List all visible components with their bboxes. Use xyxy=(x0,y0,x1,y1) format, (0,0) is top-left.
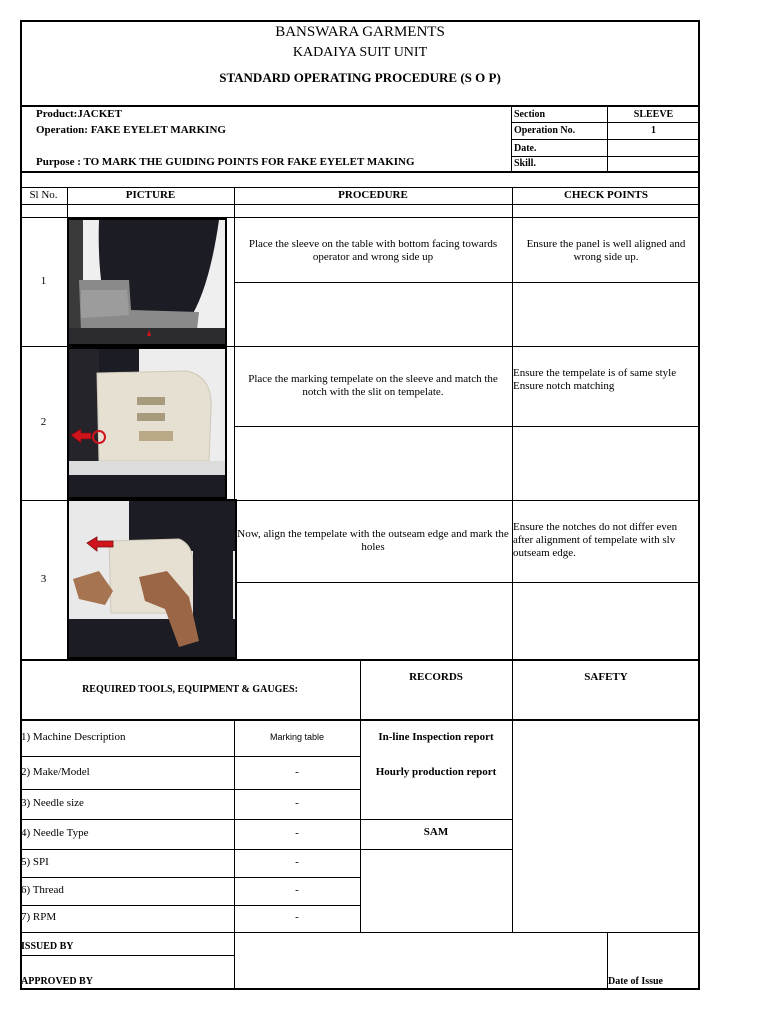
divider xyxy=(512,187,513,660)
step-number: 2 xyxy=(40,416,47,428)
divider xyxy=(360,819,512,820)
step-2-photo xyxy=(67,347,227,499)
column-header-check-points: CHECK POINTS xyxy=(563,189,649,201)
tool-value: Marking table xyxy=(269,732,325,742)
step-3-check: Ensure the notches do not differ even after alignment of tempelate with slv outseam edge. xyxy=(513,521,678,559)
operation-no-label: Operation No. xyxy=(514,125,576,136)
divider xyxy=(20,849,360,850)
approved-by-label: APPROVED BY xyxy=(21,976,93,987)
tool-value: - xyxy=(295,766,299,778)
product-label: Product:JACKET xyxy=(36,108,122,120)
tool-label: 4) Needle Type xyxy=(21,827,89,839)
operation-label: Operation: FAKE EYELET MARKING xyxy=(36,124,226,136)
column-header-sl-no: Sl No. xyxy=(29,189,58,201)
column-header-picture: PICTURE xyxy=(125,189,176,201)
section-value: SLEEVE xyxy=(633,109,674,120)
divider xyxy=(20,955,234,956)
tool-label: 2) Make/Model xyxy=(21,766,90,778)
operation-no-value: 1 xyxy=(651,125,656,136)
section-label: Section xyxy=(514,109,546,120)
step-number: 1 xyxy=(40,275,47,287)
step-number: 3 xyxy=(40,573,47,585)
tool-value: - xyxy=(295,911,299,923)
divider xyxy=(20,789,360,790)
company-name: BANSWARA GARMENTS xyxy=(275,24,445,40)
tool-value: - xyxy=(295,856,299,868)
record-hourly-production: Hourly production report xyxy=(375,766,497,778)
date-of-issue-label: Date of Issue xyxy=(608,976,663,987)
divider xyxy=(20,905,360,906)
step-2-procedure: Place the marking tempelate on the sleeve and match the notch with the slit on tempelate. xyxy=(248,373,498,398)
skill-label: Skill. xyxy=(514,158,536,169)
sam-label: SAM xyxy=(423,826,449,838)
divider xyxy=(20,204,700,205)
divider xyxy=(234,582,700,583)
divider xyxy=(20,877,360,878)
records-title: RECORDS xyxy=(409,671,463,683)
step-2-check: Ensure the tempelate is of same style Ensure notch matching xyxy=(513,367,677,392)
divider xyxy=(511,156,699,157)
step-1-check: Ensure the panel is well aligned and wrong side up. xyxy=(526,238,686,263)
tool-value: - xyxy=(295,884,299,896)
step-1-photo xyxy=(67,218,227,346)
divider xyxy=(234,720,235,990)
step-3-procedure: Now, align the tempelate with the outseam edge and mark the holes xyxy=(237,528,509,553)
step-2-photo-image xyxy=(69,349,227,499)
issued-by-label: ISSUED BY xyxy=(21,941,74,952)
record-inline-inspection: In-line Inspection report xyxy=(378,731,494,743)
tool-label: 6) Thread xyxy=(21,884,64,896)
divider xyxy=(360,660,361,932)
unit-name: KADAIYA SUIT UNIT xyxy=(292,45,428,60)
date-label: Date. xyxy=(514,143,537,154)
tool-label: 1) Machine Description xyxy=(21,731,126,743)
tool-label: 3) Needle size xyxy=(21,797,84,809)
divider xyxy=(512,660,513,932)
divider xyxy=(511,122,699,123)
column-header-procedure: PROCEDURE xyxy=(338,189,408,201)
divider xyxy=(20,756,360,757)
step-1-photo-image xyxy=(69,220,227,346)
divider xyxy=(511,139,699,140)
divider xyxy=(20,187,700,188)
divider xyxy=(360,849,512,850)
tool-label: 5) SPI xyxy=(21,856,49,868)
divider xyxy=(234,282,700,283)
step-1-procedure: Place the sleeve on the table with bottom facing towards operator and wrong side up xyxy=(248,238,498,263)
divider xyxy=(20,932,700,933)
tools-title: REQUIRED TOOLS, EQUIPMENT & GAUGES: xyxy=(82,684,298,695)
step-3-photo-image xyxy=(69,501,237,659)
divider xyxy=(234,426,700,427)
safety-title: SAFETY xyxy=(584,671,628,683)
document-title: STANDARD OPERATING PROCEDURE (S O P) xyxy=(219,70,501,85)
divider xyxy=(20,105,700,107)
divider xyxy=(20,819,360,820)
tool-value: - xyxy=(295,797,299,809)
tool-label: 7) RPM xyxy=(21,911,57,923)
step-3-photo xyxy=(67,499,237,659)
divider xyxy=(20,171,700,173)
purpose-label: Purpose : TO MARK THE GUIDING POINTS FOR FAKE EYELET MAKING xyxy=(36,156,415,168)
tool-value: - xyxy=(295,827,299,839)
divider xyxy=(20,719,700,721)
